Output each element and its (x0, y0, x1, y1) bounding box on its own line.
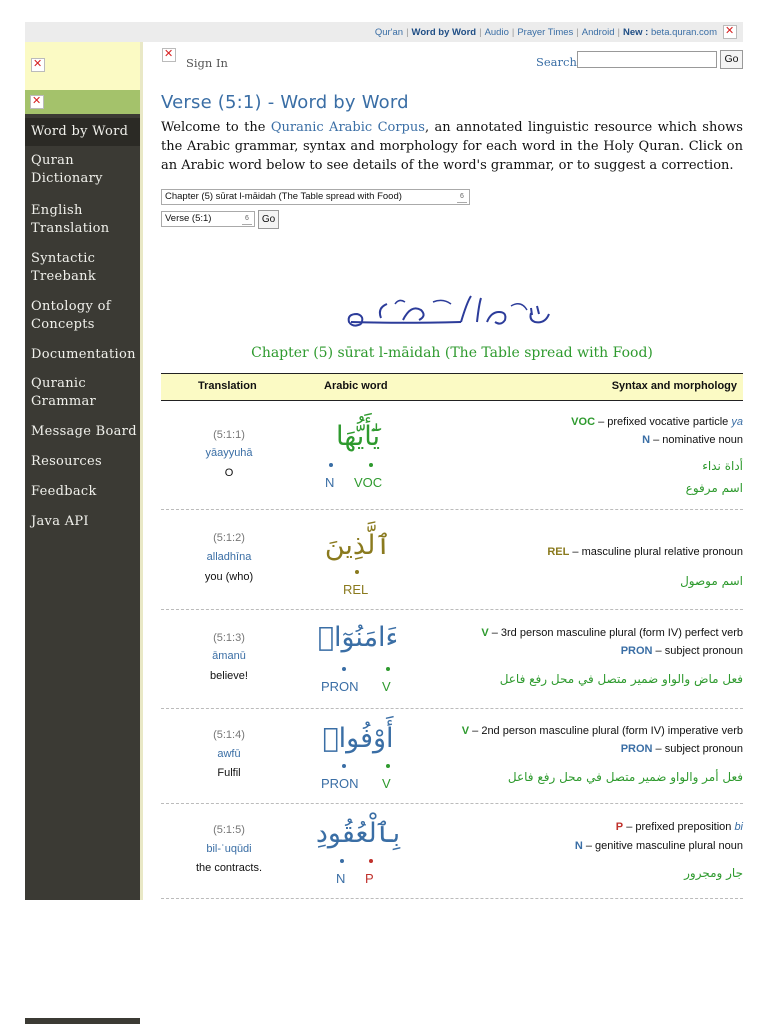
morphology-line (462, 725, 743, 737)
segment-dot (342, 667, 346, 671)
morphology-line (621, 645, 743, 657)
morph-text: – subject pronoun (652, 743, 743, 755)
sidebar-item-java-api[interactable]: Java API (31, 514, 89, 529)
sidebar-item-quranic-grammar[interactable]: Quranic Grammar (31, 376, 97, 409)
top-nav-quran-link[interactable]: Qur'an (374, 27, 404, 38)
sidebar-border (140, 42, 143, 900)
pos-tag: V (382, 679, 391, 694)
morphology-line (616, 821, 743, 833)
arabic-description: أداة نداء (702, 459, 743, 473)
morph-text: – subject pronoun (652, 645, 743, 657)
morphology-line (481, 627, 743, 639)
sign-in-label: Sign In (186, 56, 228, 70)
arabic-word-part: أَوْفُوا۟ (322, 723, 394, 754)
morph-tag: N (642, 434, 651, 446)
sidebar-item-syntactic-treebank[interactable]: Syntactic Treebank (31, 251, 96, 284)
arabic-word[interactable] (305, 622, 411, 654)
pos-tag: N (325, 475, 335, 490)
segment-dot (369, 859, 373, 863)
sidebar-item-feedback[interactable]: Feedback (31, 484, 97, 499)
intro-text: , an annotated linguistic resource which shows the Arabic grammar, syntax and morphology for each word in the Holy Quran. Click on an Arabic word below to see details of the word's grammar, or to suggest a correction. (161, 120, 743, 173)
segment-dot (369, 463, 373, 467)
chapter-heading: Chapter (5) sūrat l-māidah (The Table spread with Food) (251, 345, 653, 361)
morphology-line (575, 840, 743, 852)
morph-tag: V (461, 725, 470, 737)
broken-image-icon (723, 25, 737, 39)
table-header (161, 373, 743, 401)
transliteration: alladhīna (206, 551, 252, 563)
search-go-button[interactable]: Go (720, 50, 743, 69)
sidebar-nav (25, 114, 140, 900)
table-row (161, 804, 743, 899)
arabic-description: اسم موصول (680, 574, 743, 588)
word-by-word-table (161, 373, 743, 899)
page-title: Verse (5:1) - Word by Word (161, 92, 409, 113)
pos-tag: PRON (321, 776, 359, 791)
broken-image-icon (162, 48, 176, 62)
sidebar-item-resources[interactable]: Resources (31, 454, 102, 469)
translation-text: O (224, 467, 234, 479)
new-label: New : (623, 27, 649, 38)
pos-tag: V (382, 776, 391, 791)
column-header-arabic-word: Arabic word (324, 380, 388, 392)
logo-area (25, 42, 140, 90)
table-row (161, 401, 743, 510)
top-nav-links (375, 27, 717, 38)
translation-text: believe! (210, 670, 248, 682)
morphology-line (571, 416, 743, 428)
column-header-translation: Translation (198, 380, 257, 392)
morph-text: – 3rd person masculine plural (form IV) perfect verb (488, 627, 743, 639)
sidebar-item-word-by-word[interactable]: Word by Word (25, 118, 140, 146)
table-row (161, 610, 743, 709)
morph-tag: V (481, 627, 489, 639)
arabic-description: اسم مرفوع (685, 481, 743, 495)
separator: | (479, 27, 482, 38)
arabic-word[interactable] (305, 723, 411, 755)
transliteration: yāayyuhā (205, 447, 253, 459)
arabic-word-part: ءَامَنُوٓا۟ (317, 622, 399, 653)
separator: | (576, 27, 579, 38)
translation-text: you (who) (204, 571, 254, 583)
broken-image-icon (30, 95, 44, 109)
morphology-line (547, 546, 743, 558)
verse-select[interactable] (161, 211, 255, 227)
morph-text: – prefixed preposition (623, 821, 735, 833)
morph-text: – nominative noun (650, 434, 743, 446)
top-navigation-bar (25, 22, 743, 42)
word-location: (5:1:3) (213, 632, 245, 644)
morph-text: – masculine plural relative pronoun (569, 546, 743, 558)
sidebar-item-ontology-of-concepts[interactable]: Ontology of Concepts (31, 299, 111, 332)
quranic-arabic-corpus-link[interactable]: Quranic Arabic Corpus (270, 120, 425, 135)
chapter-select[interactable] (161, 189, 470, 205)
segment-dot (355, 570, 359, 574)
arabic-description: فعل ماض والواو ضمير متصل في محل رفع فاعل (499, 672, 743, 686)
morph-tag: REL (547, 546, 570, 558)
pos-tag: N (336, 871, 346, 886)
transliteration: awfū (217, 748, 241, 760)
table-row (161, 510, 743, 610)
word-location: (5:1:4) (213, 729, 245, 741)
column-header-syntax: Syntax and morphology (611, 380, 737, 392)
segment-dot (386, 667, 390, 671)
morph-tag: PRON (620, 743, 653, 755)
segment-dot (340, 859, 344, 863)
intro-paragraph (161, 118, 743, 175)
morph-tag: VOC (571, 416, 596, 428)
sidebar-banner (25, 90, 140, 114)
sidebar-item-quran-dictionary[interactable]: Quran Dictionary (31, 153, 103, 186)
transliteration: āmanū (212, 650, 246, 662)
basmala-calligraphy (341, 292, 561, 334)
chapter-select-value: Chapter (5) sūrat l-māidah (The Table spread with Food) (165, 191, 402, 202)
verse-go-button[interactable]: Go (258, 210, 279, 229)
search-label: Search (536, 55, 577, 69)
top-nav-android-link[interactable]: Android (581, 27, 615, 38)
morph-text: – 2nd person masculine plural (form IV) imperative verb (469, 725, 743, 737)
translation-text: the contracts. (195, 862, 263, 874)
separator: | (617, 27, 620, 38)
dropdown-arrow-icon: 6 (457, 192, 467, 203)
segment-dot (386, 764, 390, 768)
pos-tag: REL (343, 582, 369, 597)
search-input[interactable] (577, 51, 717, 68)
morphology-line (642, 434, 743, 446)
word-location: (5:1:1) (213, 429, 245, 441)
morph-extra: bi (734, 821, 743, 833)
morph-tag: PRON (620, 645, 653, 657)
segment-dot (329, 463, 333, 467)
top-nav-audio-link[interactable]: Audio (484, 27, 509, 38)
morph-tag: N (574, 840, 583, 852)
verse-select-value: Verse (5:1) (165, 213, 212, 224)
sidebar-item-message-board[interactable]: Message Board (31, 424, 137, 439)
arabic-word[interactable] (305, 421, 411, 453)
arabic-word-part: بِٱلْعُقُودِ (315, 818, 401, 849)
top-nav-prayer-times-link[interactable]: Prayer Times (517, 27, 574, 38)
arabic-description: جار ومجرور (684, 866, 743, 880)
morph-tag: P (615, 821, 624, 833)
footer-block (25, 1018, 140, 1024)
arabic-description: فعل أمر والواو ضمير متصل في محل رفع فاعل (507, 770, 743, 784)
transliteration: bil-ʿuqūdi (206, 843, 252, 855)
pos-tag: P (365, 871, 374, 886)
arabic-word-part: يَٰٓأَيُّهَا (336, 421, 380, 452)
pos-tag: PRON (321, 679, 359, 694)
dropdown-arrow-icon: 6 (242, 214, 252, 225)
top-nav-word-by-word-link[interactable]: Word by Word (411, 27, 477, 38)
translation-text: Fulfil (217, 767, 241, 779)
segment-dot (342, 764, 346, 768)
pos-tag: VOC (354, 475, 383, 490)
arabic-word-part: ٱلَّذِينَ (324, 530, 392, 561)
table-row (161, 709, 743, 804)
morph-text: – genitive masculine plural noun (582, 840, 743, 852)
intro-text: Welcome to the (161, 120, 271, 135)
arabic-word[interactable] (305, 818, 411, 850)
morph-extra: ya (731, 416, 743, 428)
separator: | (406, 27, 409, 38)
word-location: (5:1:2) (213, 532, 245, 544)
sidebar-item-english-translation[interactable]: English Translation (31, 203, 110, 236)
separator: | (511, 27, 515, 38)
beta-quran-link[interactable]: beta.quran.com (650, 27, 717, 38)
word-location: (5:1:5) (213, 824, 245, 836)
broken-image-icon (31, 58, 45, 72)
morph-text: – prefixed vocative particle (595, 416, 732, 428)
morphology-line (621, 743, 743, 755)
arabic-word[interactable] (305, 530, 411, 562)
sidebar-item-documentation[interactable]: Documentation (31, 347, 136, 362)
